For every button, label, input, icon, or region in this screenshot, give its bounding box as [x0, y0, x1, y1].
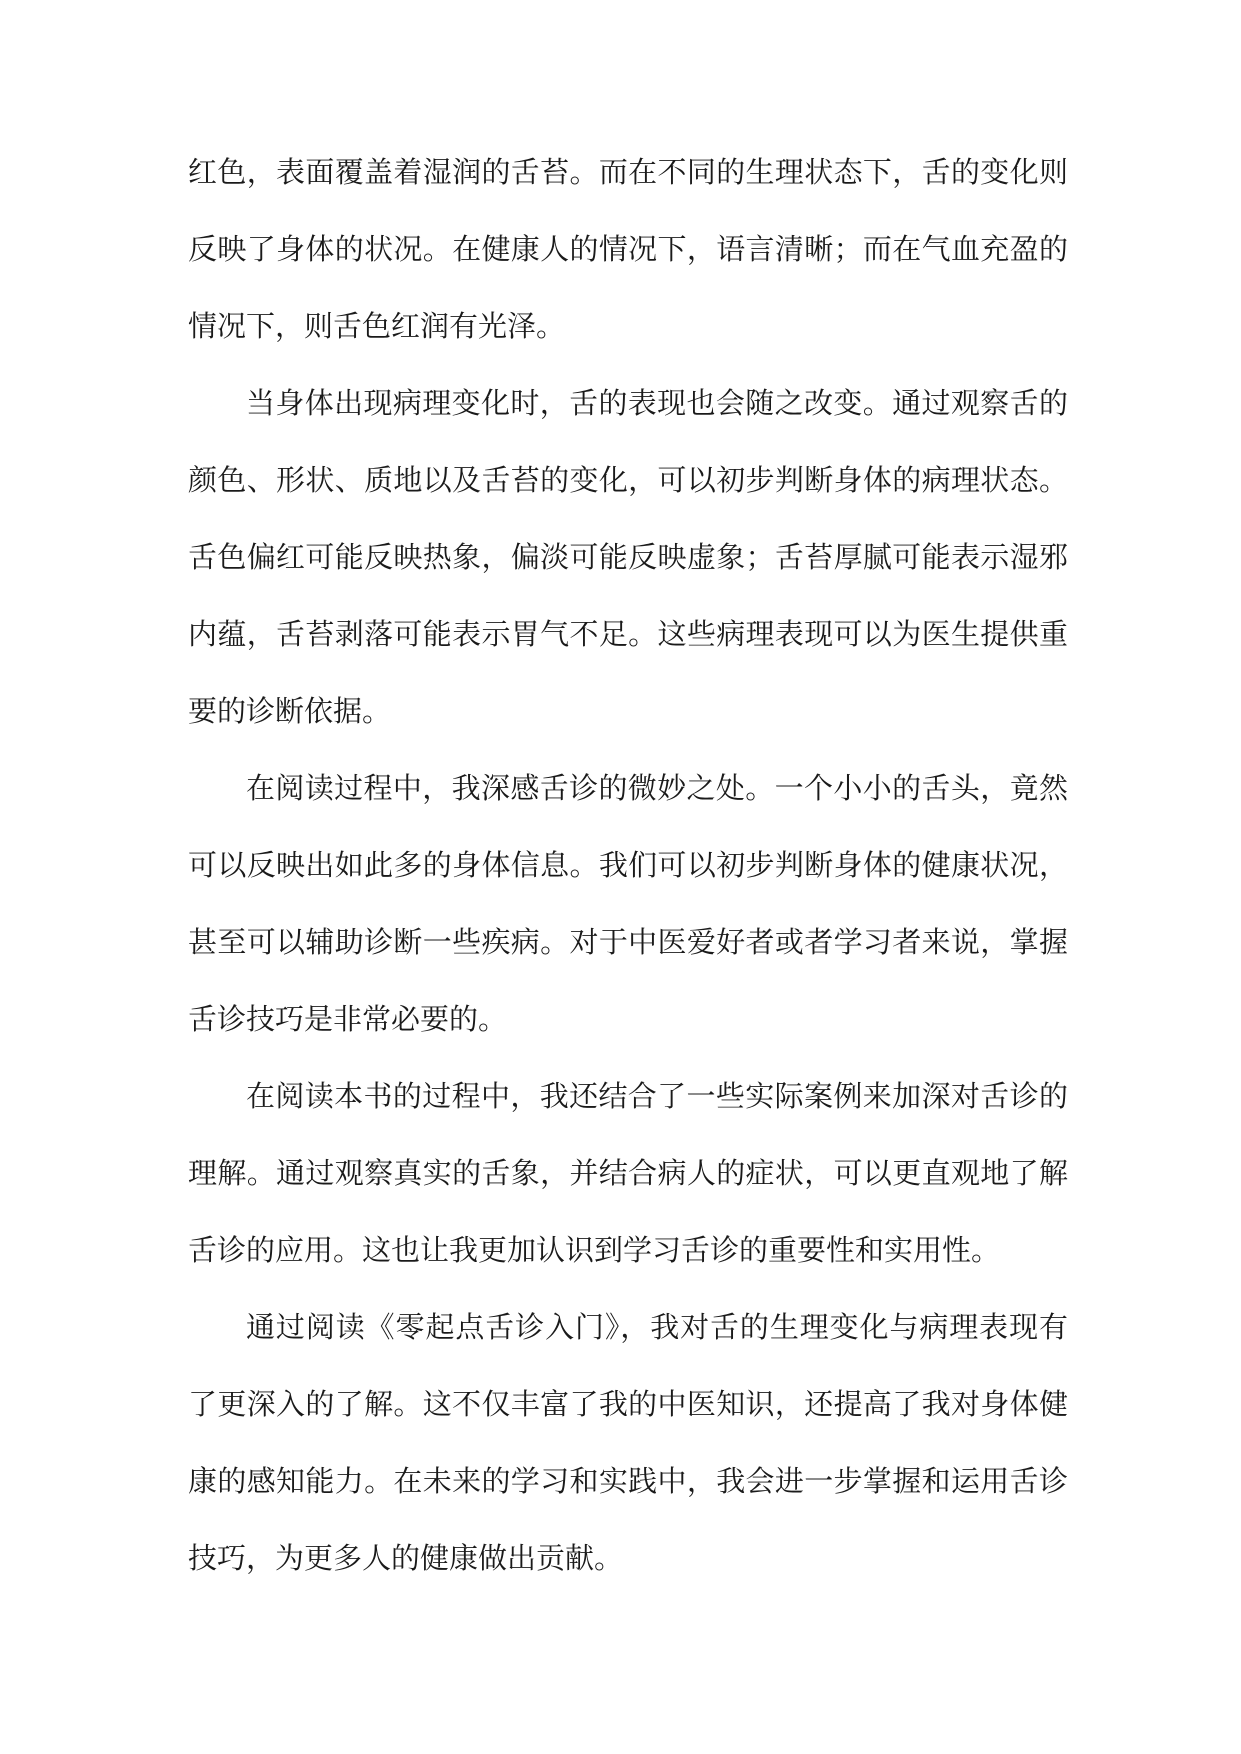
paragraph-1: 红色，表面覆盖着湿润的舌苔。而在不同的生理状态下，舌的变化则反映了身体的状况。在健康人的情况下，语言清晰；而在气血充盈的情况下，则舌色红润有光泽。: [188, 155, 1068, 343]
paragraph-4: 在阅读本书的过程中，我还结合了一些实际案例来加深对舌诊的理解。通过观察真实的舌象，并结合病人的症状，可以更直观地了解舌诊的应用。这也让我更加认识到学习舌诊的重要性和实用性。: [188, 1079, 1068, 1267]
document-body: [188, 134, 1068, 1597]
paragraph-2: 当身体出现病理变化时，舌的表现也会随之改变。通过观察舌的颜色、形状、质地以及舌苔的变化，可以初步判断身体的病理状态。舌色偏红可能反映热象，偏淡可能反映虚象；舌苔厚腻可能表示湿邪内蕴，舌苔剥落可能表示胃气不足。这些病理表现可以为医生提供重要的诊断依据。: [188, 386, 1068, 728]
paragraph-5: 通过阅读《零起点舌诊入门》，我对舌的生理变化与病理表现有了更深入的了解。这不仅丰富了我的中医知识，还提高了我对身体健康的感知能力。在未来的学习和实践中，我会进一步掌握和运用舌诊技巧，为更多人的健康做出贡献。: [188, 1310, 1068, 1575]
paragraph-3: 在阅读过程中，我深感舌诊的微妙之处。一个小小的舌头，竟然可以反映出如此多的身体信息。我们可以初步判断身体的健康状况，甚至可以辅助诊断一些疾病。对于中医爱好者或者学习者来说，掌握舌诊技巧是非常必要的。: [188, 771, 1068, 1036]
